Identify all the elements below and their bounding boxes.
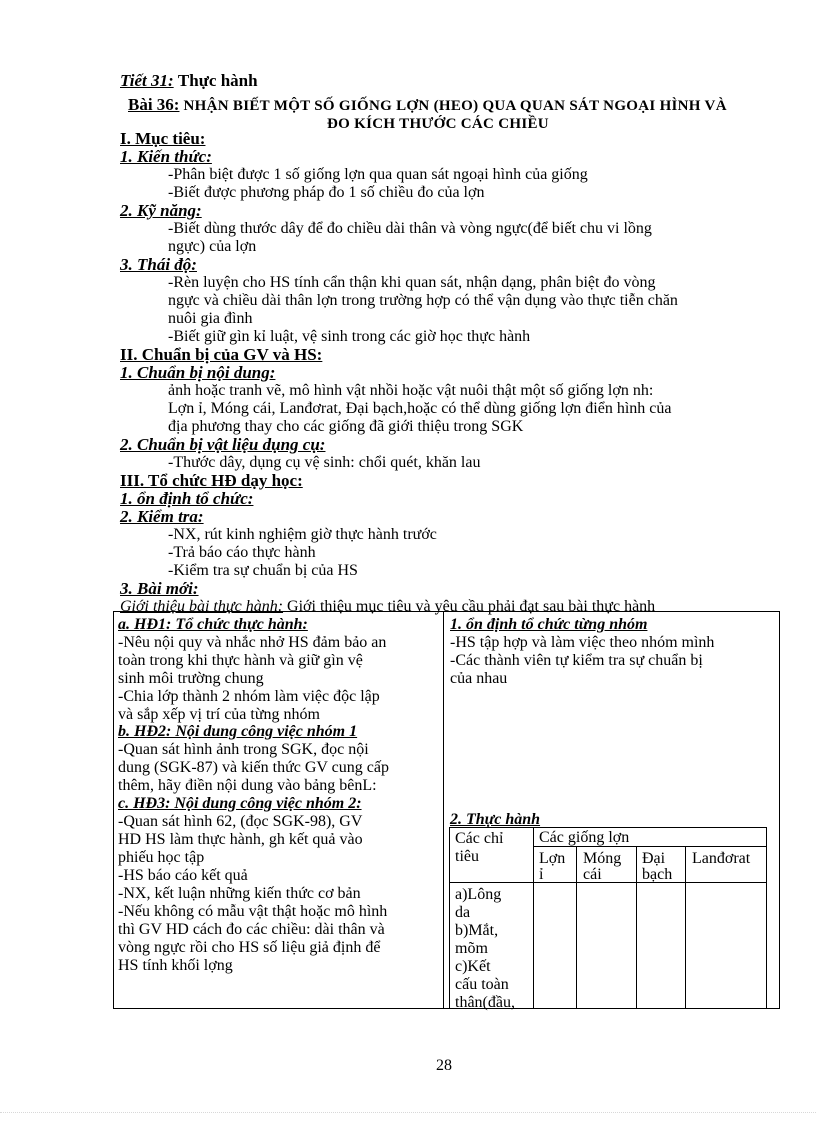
breed-landorat: Lanđơrat	[692, 850, 751, 867]
hd2-line: -Quan sát hình ảnh trong SGK, đọc nội	[118, 741, 369, 758]
lesson-label: Tiết 31:	[120, 71, 174, 90]
subsection-skills: 2. Kỹ năng:	[120, 201, 202, 220]
check-line: -Trả báo cáo thực hành	[168, 544, 316, 561]
breed-dai-bach: bạch	[642, 866, 673, 883]
section-3-heading: III. Tổ chức HĐ dạy học:	[120, 471, 303, 490]
hd3-line: -Quan sát hình 62, (đọc SGK-98), GV	[118, 813, 363, 830]
lesson-title: Thực hành	[177, 71, 258, 90]
content-prep-line: địa phương thay cho các giống đã giới thiệu trong SGK	[168, 418, 524, 435]
lesson-number: Bài 36:	[128, 95, 180, 114]
attitude-line: -Rèn luyện cho HS tính cẩn thận khi quan sát, nhận dạng, phân biệt đo vòng	[168, 274, 656, 291]
criteria-row: b)Mắt,	[455, 922, 499, 939]
hd2-title: b. HĐ2: Nội dung công việc nhóm 1	[118, 723, 358, 740]
criteria-header: tiêu	[455, 848, 479, 865]
check-line: -Kiểm tra sự chuẩn bị của HS	[168, 562, 358, 579]
hd3-line: -HS báo cáo kết quả	[118, 867, 248, 884]
content-prep-line: Lợn ỉ, Móng cái, Lanđơrat, Đại bạch,hoặc có thể dùng giống lợn điển hình của	[168, 400, 672, 417]
main-title-line-2: ĐO KÍCH THƯỚC CÁC CHIỀU	[327, 116, 549, 132]
hd3-title: c. HĐ3: Nội dung công việc nhóm 2:	[118, 795, 362, 812]
knowledge-line: -Phân biệt được 1 số giống lợn qua quan sát ngoại hình của giống	[168, 166, 588, 183]
criteria-row: a)Lông	[455, 886, 502, 903]
attitude-line: nuôi gia đình	[168, 310, 253, 327]
subsection-stabilize: 1. ổn định tổ chức:	[120, 489, 254, 508]
page-edge-divider	[0, 1112, 816, 1113]
hd1-line: và sắp xếp vị trí của từng nhóm	[118, 706, 320, 723]
hd2-line: dung (SGK-87) và kiến thức GV cung cấp	[118, 759, 389, 776]
breed-loni: ỉ	[539, 866, 544, 883]
criteria-row: mõm	[455, 940, 488, 957]
hd1-title: a. HĐ1: Tổ chức thực hành:	[118, 616, 308, 633]
hd3-line: HD HS làm thực hành, gh kết quả vào	[118, 831, 363, 848]
skills-line: ngực) của lợn	[168, 238, 257, 255]
hd3-line: phiếu học tập	[118, 849, 205, 866]
hd1-line: toàn trong khi thực hành và giữ gìn vệ	[118, 652, 363, 669]
page-number: 28	[436, 1057, 452, 1074]
main-title-line-1: Bài 36: NHẬN BIẾT MỘT SỐ GIỐNG LỢN (HEO) QUA QUAN SÁT NGOẠI HÌNH VÀ	[128, 95, 727, 114]
r1-line: -HS tập hợp và làm việc theo nhóm mình	[450, 634, 715, 651]
r1-line: -Các thành viên tự kiểm tra sự chuẩn bị	[450, 652, 703, 669]
breeds-table-col-line	[636, 846, 637, 1009]
subsection-knowledge: 1. Kiến thức:	[120, 147, 212, 166]
breeds-header: Các giống lợn	[539, 829, 630, 846]
skills-line: -Biết dùng thước dây để đo chiều dài thân và vòng ngực(để biết chu vi lồng	[168, 220, 652, 237]
breeds-table-col-line	[576, 846, 577, 1009]
r1-title: 1. ổn định tổ chức từng nhóm	[450, 616, 648, 633]
intro-label: Giới thiệu bài thực hành:	[120, 598, 284, 615]
materials-line: -Thước dây, dụng cụ vệ sinh: chổi quét, khăn lau	[168, 454, 481, 471]
activity-table-divider	[443, 611, 444, 1009]
breeds-table-col-line	[533, 827, 534, 1009]
breeds-table-row-line	[533, 846, 767, 847]
criteria-header: Các chỉ	[455, 830, 504, 847]
hd3-line: vòng ngực rồi cho HS số liệu giả định để	[118, 939, 381, 956]
breed-loni: Lợn	[539, 850, 566, 867]
criteria-row: c)Kết	[455, 958, 491, 975]
breed-dai-bach: Đại	[642, 850, 666, 867]
check-line: -NX, rút kinh nghiệm giờ thực hành trước	[168, 526, 437, 543]
intro-text: Giới thiệu mục tiêu và yêu cầu phải đạt sau bài thực hành	[287, 598, 656, 615]
subsection-attitude: 3. Thái độ:	[120, 255, 197, 274]
hd3-line: -Nếu không có mẫu vật thật hoặc mô hình	[118, 903, 388, 920]
subsection-materials: 2. Chuẩn bị vật liệu dụng cụ:	[120, 435, 326, 454]
criteria-row: thân(đầu,	[455, 994, 515, 1011]
content-prep-line: ảnh hoặc tranh vẽ, mô hình vật nhồi hoặc vật nuôi thật một số giống lợn nh:	[168, 382, 654, 399]
subsection-content-prep: 1. Chuẩn bị nội dung:	[120, 363, 276, 382]
breeds-table-col-line	[685, 846, 686, 1009]
breeds-table-row-line	[449, 882, 767, 883]
subsection-new-lesson: 3. Bài mới:	[120, 579, 199, 598]
hd3-line: -NX, kết luận những kiến thức cơ bản	[118, 885, 361, 902]
hd1-line: -Chia lớp thành 2 nhóm làm việc độc lập	[118, 688, 380, 705]
attitude-line: ngực và chiều dài thân lợn trong trường hợp có thể vận dụng vào thực tiễn chăn	[168, 292, 678, 309]
lesson-heading	[120, 72, 258, 90]
hd1-line: sinh môi trường chung	[118, 670, 264, 687]
hd3-line: thì GV HD cách đo các chiều: dài thân và	[118, 921, 385, 938]
breed-mong-cai: Móng	[583, 850, 622, 867]
hd1-line: -Nêu nội quy và nhắc nhở HS đảm bảo an	[118, 634, 387, 651]
section-2-heading: II. Chuẩn bị của GV và HS:	[120, 345, 323, 364]
subsection-check: 2. Kiểm tra:	[120, 507, 204, 526]
criteria-row: cấu toàn	[455, 976, 509, 993]
r2-title: 2. Thực hành	[450, 811, 541, 828]
breed-mong-cai: cái	[583, 866, 602, 883]
hd2-line: thêm, hãy điền nội dung vào bảng bênL:	[118, 777, 377, 794]
r1-line: của nhau	[450, 670, 508, 687]
knowledge-line: -Biết được phương pháp đo 1 số chiều đo của lợn	[168, 184, 485, 201]
section-1-heading: I. Mục tiêu:	[120, 129, 206, 148]
criteria-row: da	[455, 904, 471, 921]
hd3-line: HS tính khối lợng	[118, 957, 233, 974]
attitude-line: -Biết giữ gìn kỉ luật, vệ sinh trong các giờ học thực hành	[168, 328, 531, 345]
